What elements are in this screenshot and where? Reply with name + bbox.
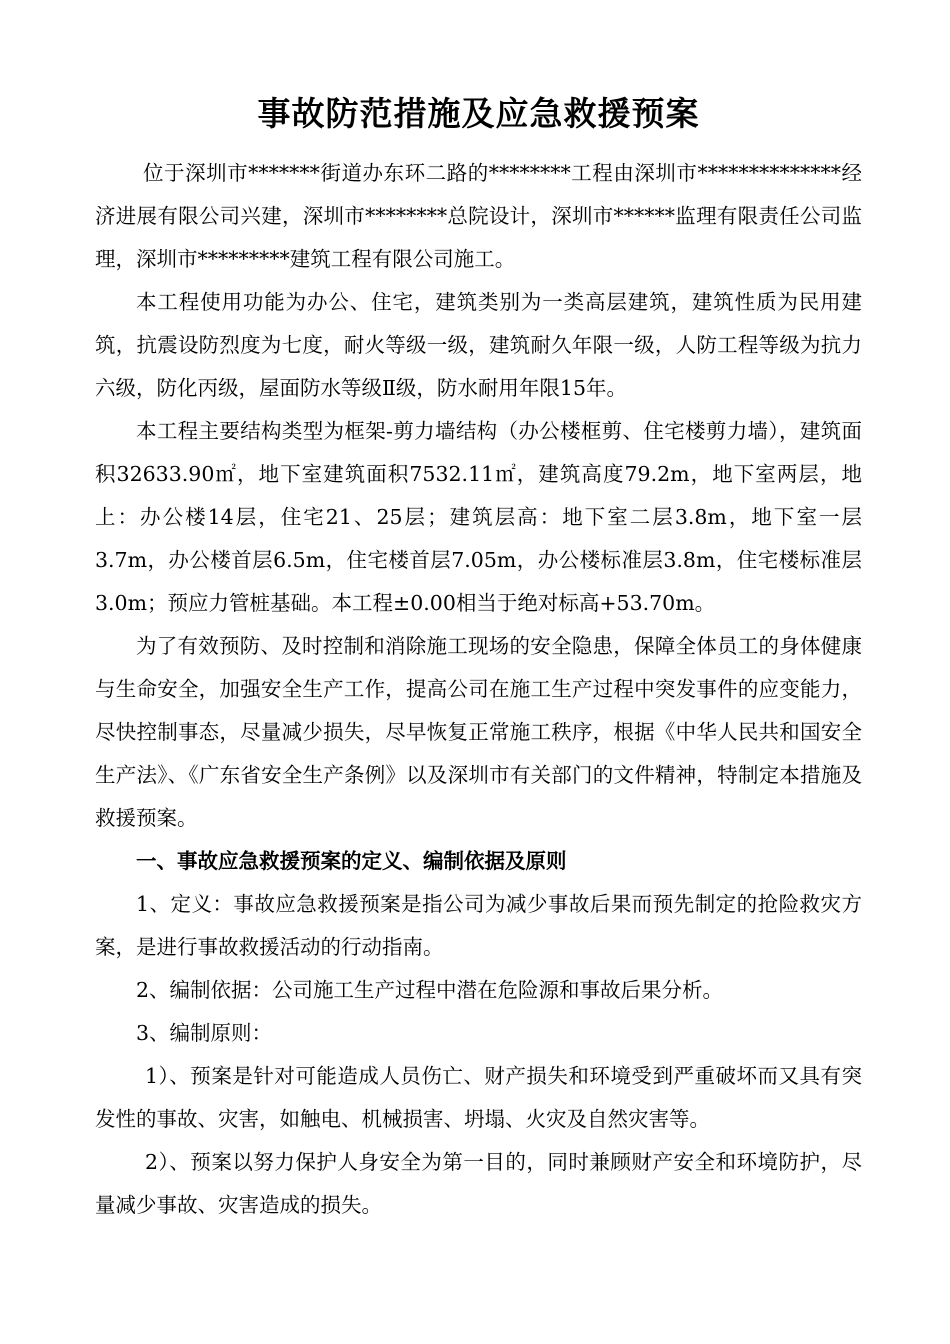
principles-heading: 3、编制原则： [136, 1021, 273, 1045]
paragraph-purpose: 为了有效预防、及时控制和消除施工现场的安全隐患，保障全体员工的身体健康与生命安全，加强安全生产工作，提高公司在施工生产过程中突发事件的应变能力，尽快控制事态，尽量减少损失，尽早恢复正常施工秩序，根据《中华人民共和国安全生产法》、《广东省安全生产条例》以及深圳市有关部门的文件精神，特制定本措施及救援预案。 [95, 634, 862, 830]
paragraph-structure: 本工程主要结构类型为框架-剪力墙结构（办公楼框剪、住宅楼剪力墙），建筑面积32633.90㎡，地下室建筑面积7532.11㎡，建筑高度79.2m，地下室两层，地上：办公楼14层，住宅21、25层；建筑层高：地下室二层3.8m，地下室一层3.7m，办公楼首层6.5m，住宅楼首层7.05m，办公楼标准层3.8m，住宅楼标准层3.0m；预应力管桩基础。本工程±0.00相当于绝对标高+53.70m。 [95, 419, 862, 615]
principle-item-1: 1）、预案是针对可能造成人员伤亡、财产损失和环境受到严重破坏而又具有突发性的事故、灾害，如触电、机械损害、坍塌、火灾及自然灾害等。 [95, 1064, 862, 1131]
basis-item: 2、编制依据：公司施工生产过程中潜在危险源和事故后果分析。 [136, 978, 724, 1002]
paragraph-building-function: 本工程使用功能为办公、住宅，建筑类别为一类高层建筑，建筑性质为民用建筑，抗震设防烈度为七度，耐火等级一级，建筑耐久年限一级，人防工程等级为抗力六级，防化丙级，屋面防水等级Ⅱ级，防水耐用年限15年。 [95, 290, 862, 400]
section-heading: 一、事故应急救援预案的定义、编制依据及原则 [136, 849, 567, 873]
definition-item: 1、定义：事故应急救援预案是指公司为减少事故后果而预先制定的抢险救灾方案，是进行事故救援活动的行动指南。 [95, 892, 862, 959]
document-title: 事故防范措施及应急救援预案 [257, 94, 700, 133]
paragraph-project-overview: 位于深圳市*******街道办东环二路的********工程由深圳市**************经济进展有限公司兴建，深圳市********总院设计，深圳市******监理有限责任公司监理，深圳市*********建筑工程有限公司施工。 [95, 161, 862, 271]
principle-item-2: 2）、预案以努力保护人身安全为第一目的，同时兼顾财产安全和环境防护，尽量减少事故、灾害造成的损失。 [95, 1150, 862, 1217]
